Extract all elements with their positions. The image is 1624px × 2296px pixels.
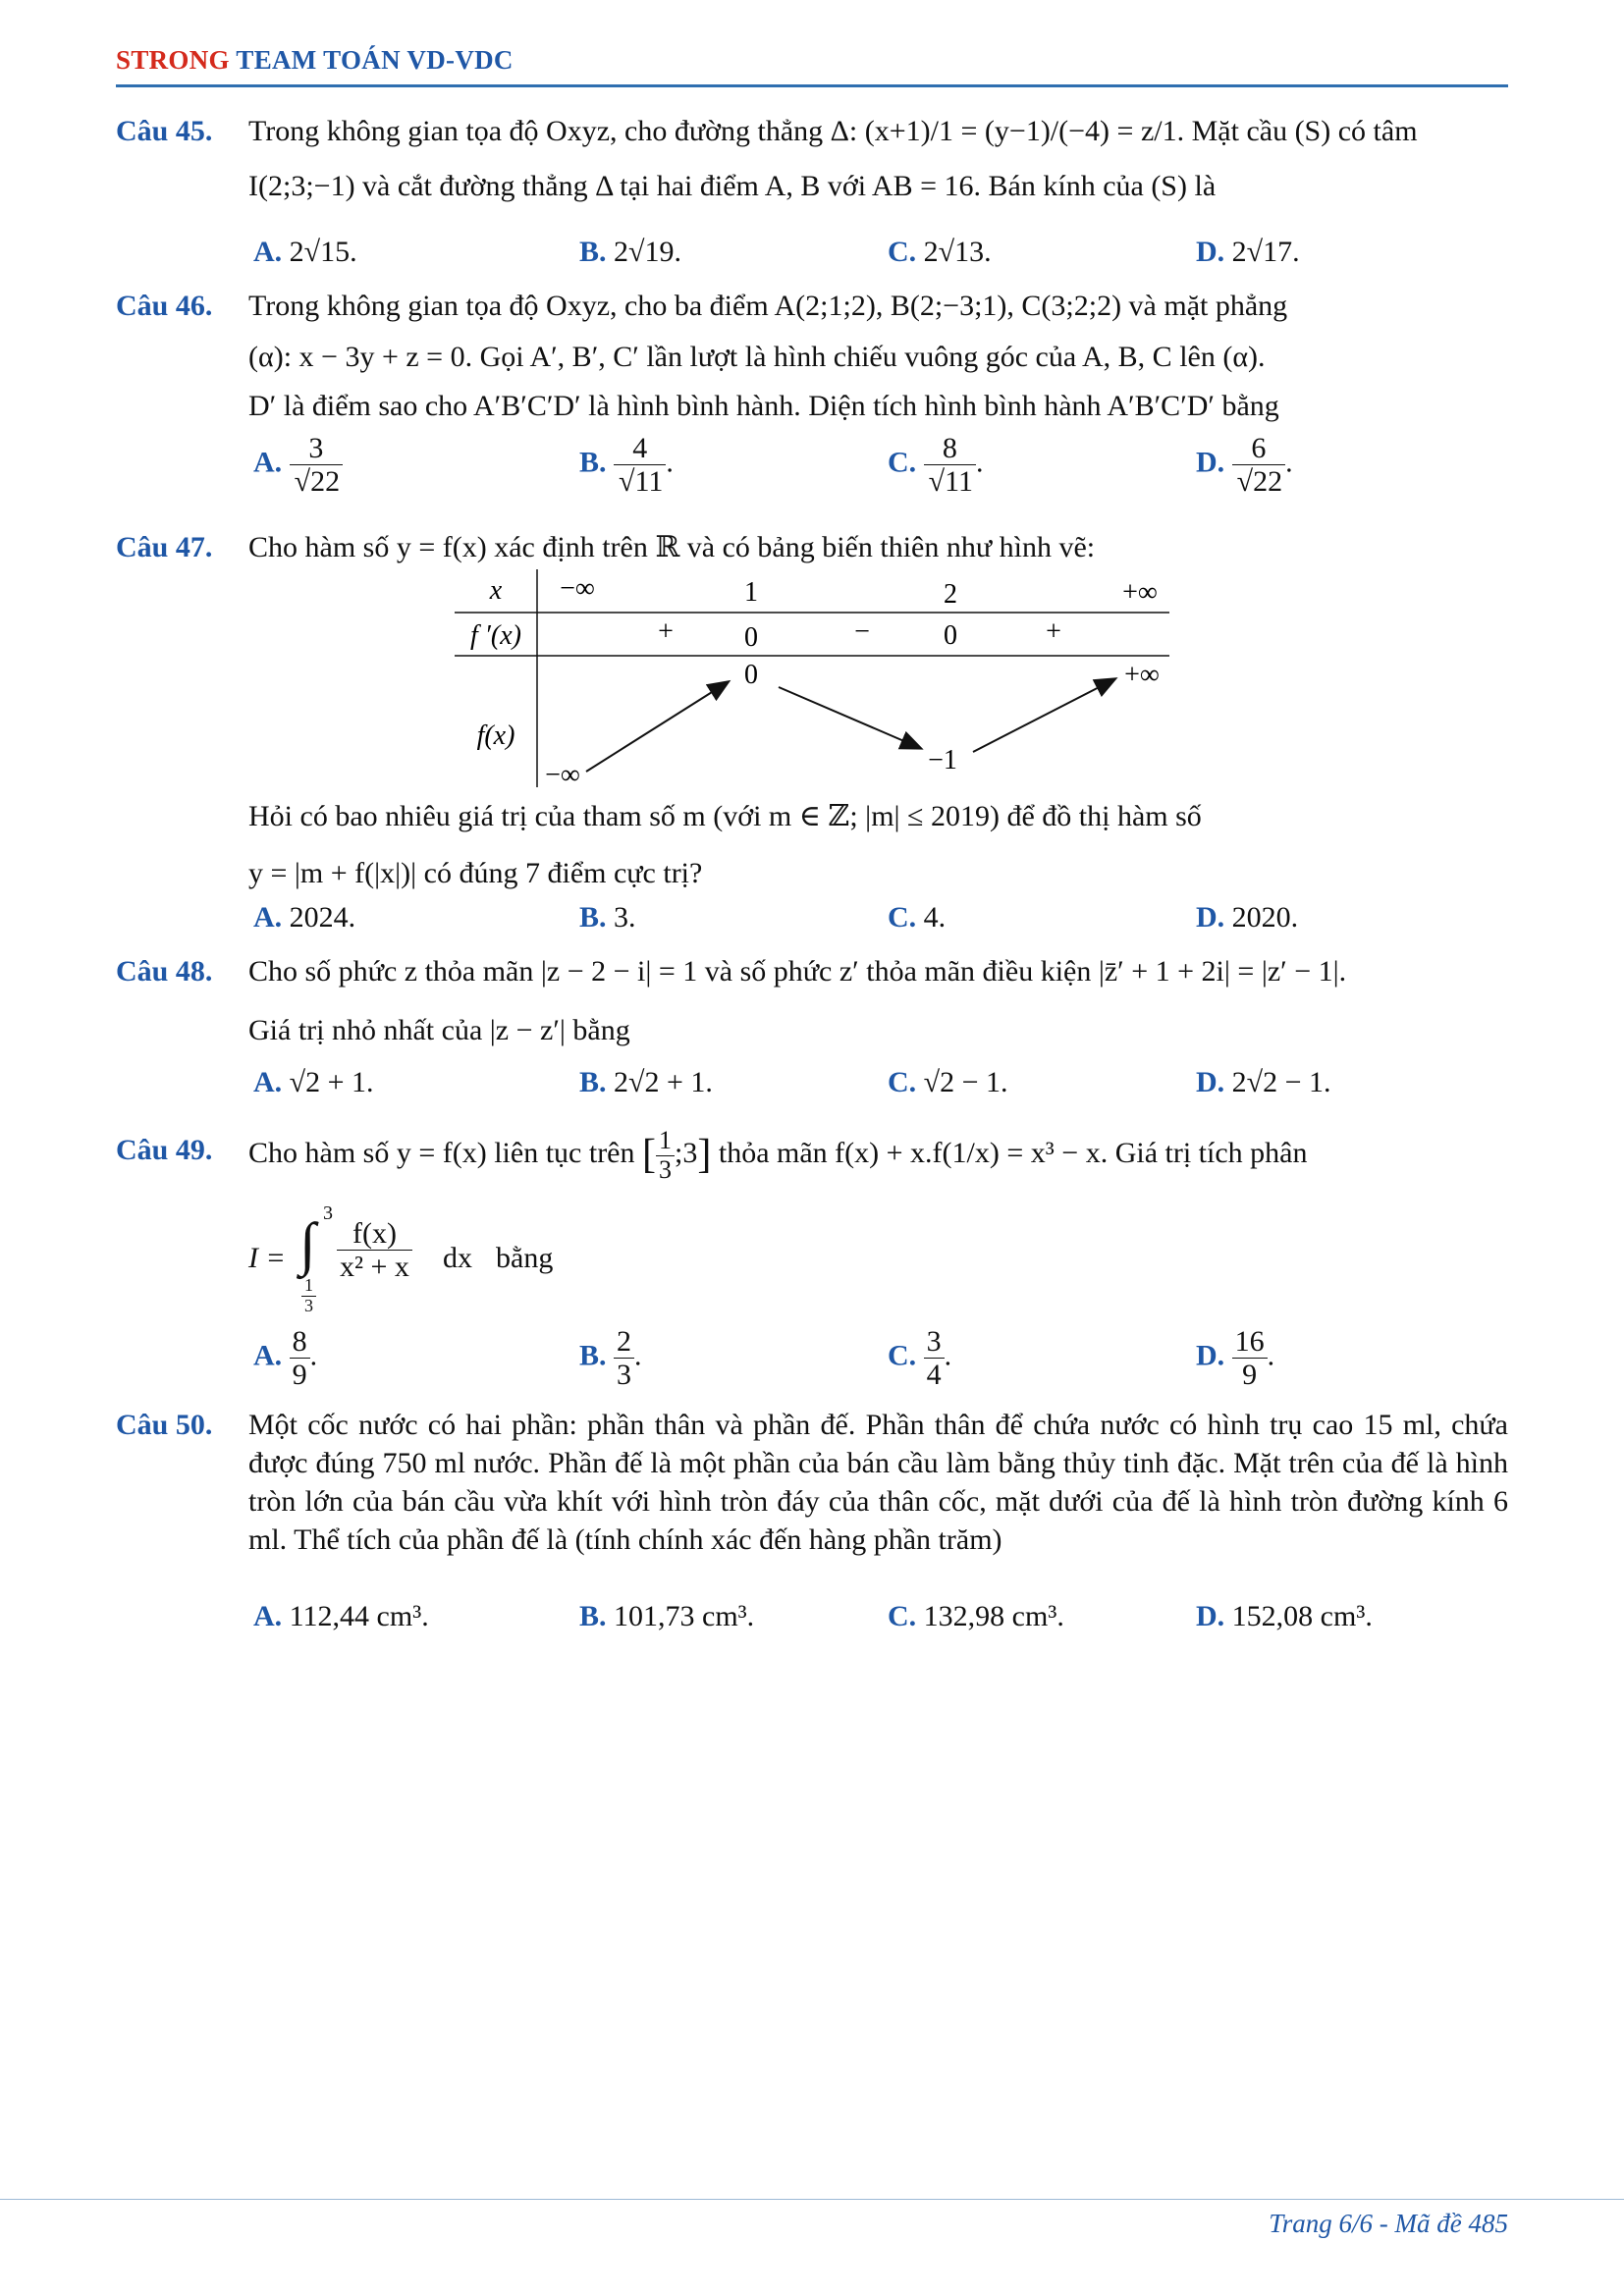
fp-zero: 0 [744, 622, 758, 653]
question-label: Câu 47. [116, 531, 213, 563]
brand-strong: STRONG [116, 45, 230, 75]
footer-divider [0, 2199, 1624, 2200]
f-val: −∞ [545, 760, 580, 790]
question-45 [116, 108, 1508, 209]
question-text-line: y = |m + f(|x|)| có đúng 7 điểm cực trị? [248, 857, 703, 889]
arrow-up-1 [586, 682, 728, 772]
question-49-integral: I = ∫ 3 $\frac{1}{3}$ $\frac{f(x)}{\text{x² + x}}$ dx bằng [248, 1202, 554, 1315]
question-48 [116, 948, 1508, 1053]
question-label: Câu 50. [116, 1409, 213, 1441]
option-d[interactable]: D. 152,08 cm³. [1196, 1600, 1373, 1632]
option-c[interactable]: C. $\frac{3}{4}$ . [888, 1325, 952, 1391]
question-label: Câu 46. [116, 290, 213, 322]
question-47 [116, 524, 1508, 570]
option-d[interactable]: D. 2020. [1196, 901, 1299, 934]
option-b[interactable]: B. 2√19. [579, 236, 681, 268]
row-x-label: x [489, 575, 503, 606]
f-val: 0 [744, 660, 758, 690]
option-c[interactable]: C. $\frac{8}{√11}$ . [888, 432, 984, 498]
option-a[interactable]: A. √2 + 1. [253, 1066, 374, 1098]
option-b[interactable]: B. 2√2 + 1. [579, 1066, 713, 1098]
question-50 [116, 1406, 1508, 1559]
question-text-line: (α): x − 3y + z = 0. Gọi A′, B′, C′ lần lượt là hình chiếu vuông góc của A, B, C lên (α). [248, 341, 1266, 373]
row-fp-label: f ′(x) [470, 620, 521, 651]
option-c[interactable]: C. 132,98 cm³. [888, 1600, 1064, 1632]
variation-table [455, 569, 1181, 795]
option-d[interactable]: D. $\frac{6}{√22}$ . [1196, 432, 1293, 498]
header-brand [116, 45, 514, 76]
option-b[interactable]: B. $\frac{4}{√11}$ . [579, 432, 674, 498]
question-label: Câu 48. [116, 955, 213, 988]
x-val: +∞ [1122, 577, 1158, 608]
fp-sign: + [1046, 616, 1061, 647]
question-text-line: Cho hàm số y = f(x) xác định trên ℝ và có bảng biến thiên như hình vẽ: [248, 531, 1096, 563]
fp-zero: 0 [944, 620, 957, 651]
question-46 [116, 283, 1508, 429]
fp-sign: − [854, 616, 870, 647]
brand-team: TEAM TOÁN VD-VDC [236, 45, 514, 75]
question-47-continued [116, 793, 1508, 896]
option-d[interactable]: D. $\frac{16}{9}$ . [1196, 1325, 1275, 1391]
option-a[interactable]: A. 112,44 cm³. [253, 1600, 429, 1632]
x-val: 1 [744, 577, 758, 608]
question-text-paragraph: Một cốc nước có hai phần: phần thân và phần đế. Phần thân để chứa nước có hình trụ cao 15 ml, chứa được đúng 750 ml nước. Phần đế là một phần của bán cầu làm bằng thủy tinh đặc. Mặt trên của đế là hình tròn lớn của bán cầu vừa khít với hình tròn đáy của thân cốc, mặt dưới của đế là hình tròn đường kính 6 ml. Thể tích của phần đế là (tính chính xác đến hàng phần trăm) [248, 1409, 1508, 1556]
option-c[interactable]: C. √2 − 1. [888, 1066, 1008, 1098]
question-text-line: D′ là điểm sao cho A′B′C′D′ là hình bình hành. Diện tích hình bình hành A′B′C′D′ bằng [248, 390, 1279, 422]
arrow-down [779, 687, 920, 748]
page-footer: Trang 6/6 - Mã đề 485 [1269, 2209, 1508, 2238]
option-b[interactable]: B. 101,73 cm³. [579, 1600, 755, 1632]
question-text-line: I(2;3;−1) và cắt đường thẳng Δ tại hai điểm A, B với AB = 16. Bán kính của (S) là [248, 170, 1217, 202]
option-d[interactable]: D. 2√2 − 1. [1196, 1066, 1331, 1098]
row-f-label: f(x) [476, 721, 515, 751]
question-text-line: Cho hàm số y = f(x) liên tục trên [ $\frac{1}{3}$ ;3] thỏa mãn f(x) + x.f(1/x) = x³ − x. Giá trị tích phân [248, 1126, 1308, 1184]
option-a[interactable]: A. $\frac{8}{9}$ . [253, 1325, 318, 1391]
question-text-line: Trong không gian tọa độ Oxyz, cho ba điểm A(2;1;2), B(2;−3;1), C(3;2;2) và mặt phẳng [248, 290, 1288, 322]
question-text-line: Trong không gian tọa độ Oxyz, cho đường thẳng Δ: (x+1)/1 = (y−1)/(−4) = z/1. Mặt cầu (S) có tâm [248, 115, 1418, 147]
question-text-line: Giá trị nhỏ nhất của |z − z′| bằng [248, 1014, 630, 1046]
header-divider [116, 84, 1508, 87]
question-label: Câu 45. [116, 115, 213, 147]
question-49 [116, 1127, 1508, 1184]
question-label: Câu 49. [116, 1134, 213, 1166]
f-val: −1 [928, 745, 957, 775]
fp-sign: + [658, 616, 674, 647]
option-b[interactable]: B. $\frac{2}{3}$ . [579, 1325, 642, 1391]
x-val: −∞ [560, 573, 595, 604]
option-d[interactable]: D. 2√17. [1196, 236, 1300, 268]
x-val: 2 [944, 579, 957, 610]
question-text-line: Hỏi có bao nhiêu giá trị của tham số m (với m ∈ ℤ; |m| ≤ 2019) để đồ thị hàm số [248, 800, 1202, 832]
question-text-line: Cho số phức z thỏa mãn |z − 2 − i| = 1 và số phức z′ thỏa mãn điều kiện |z̄′ + 1 + 2i| = |z′ − 1|. [248, 955, 1347, 988]
f-val: +∞ [1124, 660, 1160, 690]
option-b[interactable]: B. 3. [579, 901, 636, 934]
arrow-up-2 [973, 679, 1114, 752]
option-c[interactable]: C. 4. [888, 901, 947, 934]
option-a[interactable]: A. 2024. [253, 901, 356, 934]
option-a[interactable]: A. $\frac{3}{√22}$ [253, 432, 343, 498]
option-c[interactable]: C. 2√13. [888, 236, 992, 268]
option-a[interactable]: A. 2√15. [253, 236, 357, 268]
